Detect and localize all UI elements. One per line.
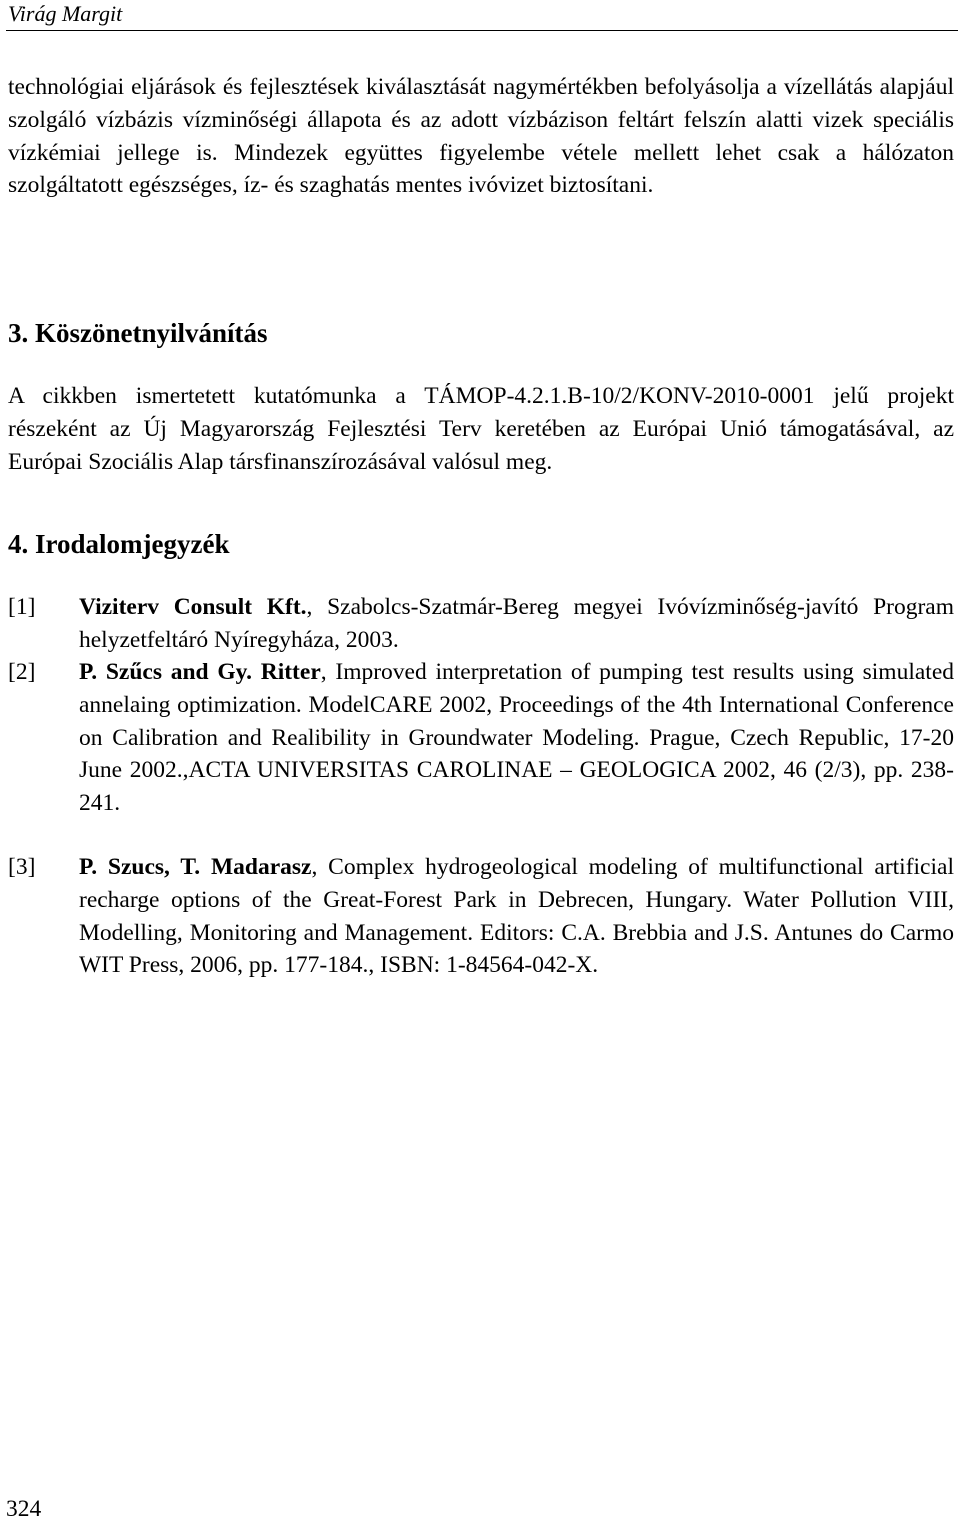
references-heading: 4. Irodalomjegyzék — [8, 529, 230, 559]
reference-number: [2] — [8, 659, 36, 685]
reference-item — [8, 656, 954, 820]
reference-details: , Improved interpretation of pumping test results using simulated annelaing optimization. ModelCARE 2002, Proceedings of the 4th International Conference on Calibration and Realibility in Groundwater Modeling. Prague, Czech Republic, 17-20 June 2002.,ACTA UNIVERSITAS CAROLINAE – GEOLOGICA 2002, 46 (2/3), pp. 238-241. — [79, 659, 955, 817]
header-author: Virág Margit — [8, 1, 123, 26]
reference-author: Madarasz — [210, 854, 312, 880]
reference-author: P. Szűcs and Gy. — [79, 659, 252, 685]
running-header — [6, 0, 958, 31]
reference-number: [3] — [8, 854, 36, 880]
page-number: 324 — [6, 1496, 42, 1522]
reference-text — [79, 591, 954, 657]
reference-item — [8, 851, 954, 982]
reference-number: [1] — [8, 594, 36, 620]
acknowledgement-heading: 3. Köszönetnyilvánítás — [8, 318, 268, 348]
reference-author: P. Szucs, T. — [79, 854, 201, 880]
reference-item — [8, 591, 954, 657]
intro-paragraph: technológiai eljárások és fejlesztések kiválasztását nagymértékben befolyásolja a vízellátás alapjául szolgáló vízbázis vízminőségi állapota és az adott vízbázison feltárt felszín alatti vizek speciális vízkémiai jellege is. Mindezek együttes figyelembe vétele mellett lehet csak a hálózaton szolgáltatott egészséges, íz- és szaghatás mentes ivóvizet biztosítani. — [8, 74, 954, 199]
reference-details: , Szabolcs-Szatmár-Bereg megyei Ivóvízminőség-javító Program helyzetfeltáró Nyíregyháza, 2003. — [79, 594, 954, 653]
reference-author: Ritter — [260, 659, 321, 685]
reference-text — [79, 851, 954, 982]
reference-author: Viziterv Consult Kft. — [79, 594, 307, 620]
reference-text — [79, 656, 954, 820]
reference-details: , Complex hydrogeological modeling of multifunctional artificial recharge options of the Great-Forest Park in Debrecen, Hungary. Water Pollution VIII, Modelling, Monitoring and Management. Editors: C.A. Brebbia and J.S. Antunes do Carmo WIT Press, 2006, pp. 177-184., ISBN: 1-84564-042-X. — [79, 854, 954, 979]
acknowledgement-paragraph: A cikkben ismertetett kutatómunka a TÁMOP-4.2.1.B-10/2/KONV-2010-0001 jelű projekt részeként az Új Magyarország Fejlesztési Terv keretében az Európai Unió támogatásával, az Európai Szociális Alap társfinanszírozásával valósul meg. — [8, 383, 954, 475]
